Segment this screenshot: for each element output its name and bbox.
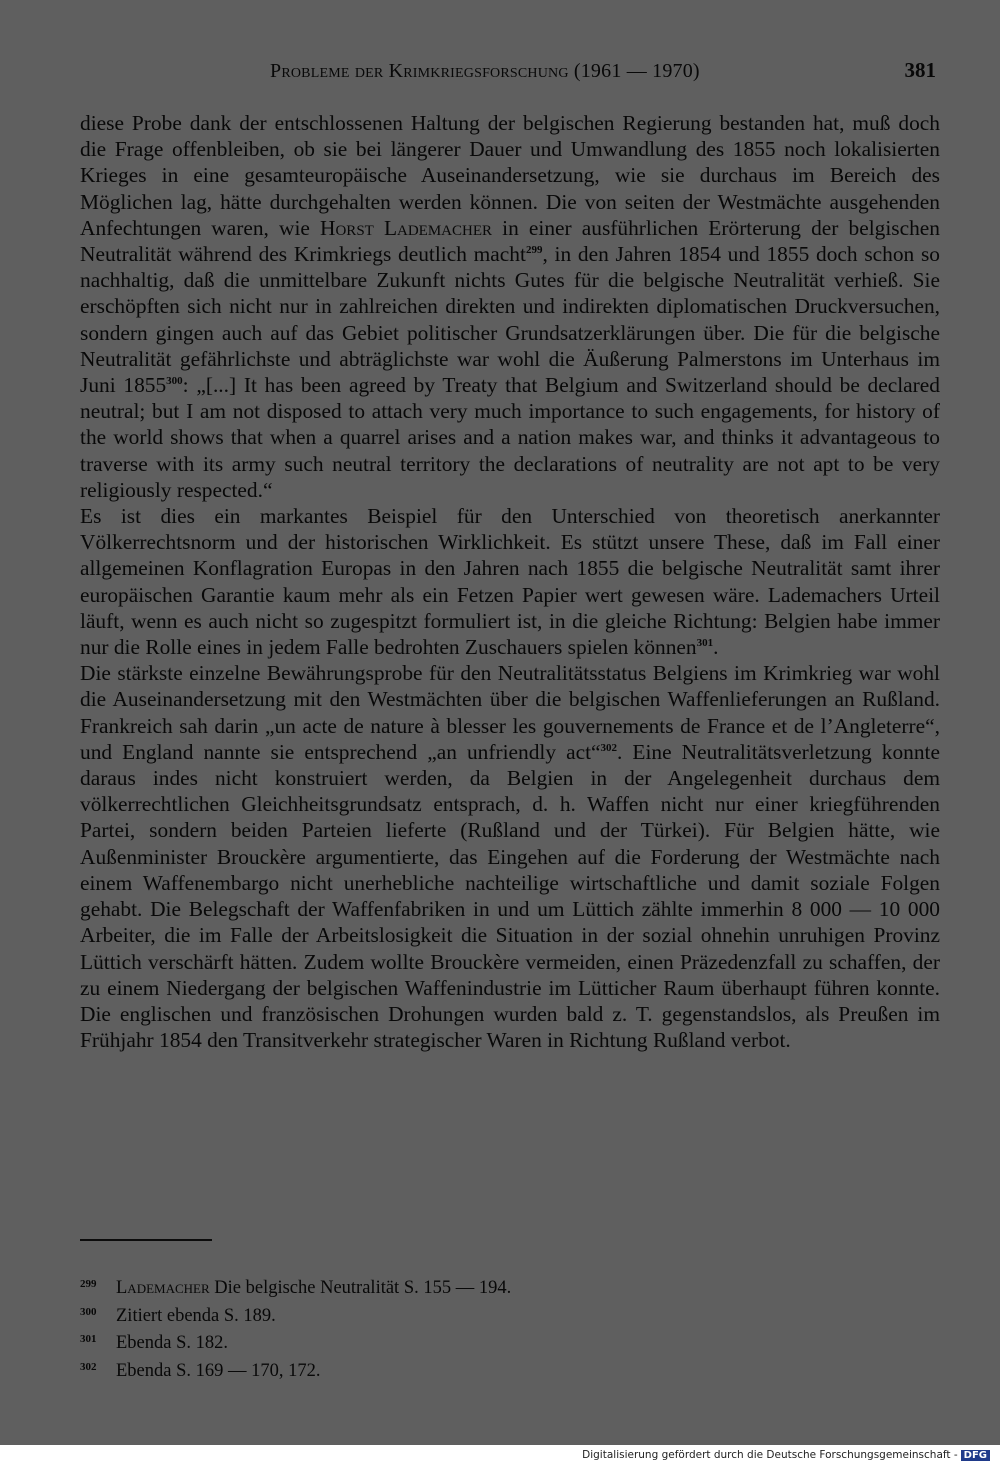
author-name: Horst Lademacher xyxy=(320,215,493,240)
footnote-number: 300 xyxy=(80,1305,97,1318)
footnote-text: Ebenda S. 182. xyxy=(116,1333,229,1353)
footnote-number: 302 xyxy=(80,1360,97,1373)
footnote-ref-302[interactable]: 302 xyxy=(600,741,618,754)
footnote-299 xyxy=(80,1273,780,1301)
digitization-footer xyxy=(582,1449,990,1461)
footnote-ref-299[interactable]: 299 xyxy=(525,244,543,257)
footnote-ref-300[interactable]: 300 xyxy=(166,375,183,388)
paragraph-1 xyxy=(80,110,940,503)
dfg-logo: DFG xyxy=(961,1450,990,1461)
paragraph-1-part-b: in einer ausführlichen Erörterung der belgischen Neutralität während des Krimkriegs deutlich macht xyxy=(80,215,940,267)
main-text xyxy=(80,110,940,1053)
footnote-text: Zitiert ebenda S. 189. xyxy=(116,1305,276,1326)
footnotes xyxy=(80,1273,780,1383)
footnote-number: 299 xyxy=(80,1278,97,1290)
paragraph-3 xyxy=(80,660,940,1053)
paragraph-1-part-d: : „[...] It has been agreed by Treaty that Belgium and Switzerland should be declared neutral; but I am not disposed to attach very much importance to such engagements, for history of the world shows that when a quarrel arises and a nation makes war, and thinks it advantageous to traverse with its army such neutral territory the declarations of neutrality are not apt to be very religiously respected.“ xyxy=(80,373,940,502)
footnote-number: 301 xyxy=(80,1333,97,1345)
footnote-302 xyxy=(80,1356,780,1384)
footnote-301 xyxy=(80,1328,780,1356)
paragraph-2 xyxy=(80,503,940,660)
paragraph-1-part-a: diese Probe dank der entschlossenen Haltung der belgischen Regierung bestanden hat, muß doch die Frage offenbleiben, ob sie bei längerer Dauer und Umwandlung des 1855 noch lokalisierten Krieges in eine gesamteuropäische Auseinandersetzung, wie sie durchaus im Bereich des Möglichen lag, hätte durchgehalten werden können. Die von seiten der Westmächte ausgehenden Anfechtungen waren, wie xyxy=(80,111,940,240)
paragraph-2-part-b: . xyxy=(713,635,719,660)
footnote-author: Lademacher xyxy=(116,1278,210,1298)
paragraph-3-part-a: Die stärkste einzelne Bewährungsprobe für den Neutralitätsstatus Belgiens im Krimkrieg war wohl die Auseinandersetzung mit den Westmächten über die belgischen Waffenlieferungen an Rußland. Frankreich sah darin „un acte de nature à blesser les gouvernements de France et de l’Angleterre“, und England nannte sie entsprechend „an unfriendly act“ xyxy=(80,661,940,764)
footnote-300 xyxy=(80,1301,780,1329)
footnote-text: Die belgische Neutralität S. 155 — 194. xyxy=(209,1278,512,1298)
paragraph-3-part-b: . Eine Neutralitätsverletzung konnte daraus indes nicht konstruiert werden, da Belgien in der Angelegenheit durchaus dem völkerrechtlichen Gleichheitsgrundsatz entsprach, d. h. Waffen nicht nur einer kriegführenden Partei, sondern beiden Parteien lieferte (Rußland und der Türkei). Für Belgien hätte, wie Außenminister Brouckère argumentierte, das Eingehen auf die Forderung der Westmächte nach einem Waffenembargo nicht unerhebliche nachteilige wirtschaftliche und damit soziale Folgen gehabt. Die Belegschaft der Waffenfabriken in und um Lüttich zählte immerhin 8 000 — 10 000 Arbeiter, die im Falle der Arbeitslosigkeit die Situation in der sozial ohnehin unruhigen Provinz Lüttich verschärft hätten. Zudem wollte Brouckère vermeiden, einen Präzedenzfall zu schaffen, der zu einem Niedergang der belgischen Waffenindustrie im Lütticher Raum überhaupt führen konnte. Die englischen und französischen Drohungen wurden bald z. T. gegenstandslos, als Preußen im Frühjahr 1854 den Transitverkehr strategischer Waren in Richtung Rußland verbot. xyxy=(80,739,940,1053)
paragraph-2-part-a: Es ist dies ein markantes Beispiel für den Unterschied von theoretisch anerkannter Völkerrechtsnorm und der historischen Wirklichkeit. Es stützt unsere These, daß im Fall einer allgemeinen Konflagration Europas in den Jahren nach 1855 die belgische Neutralität samt ihrer europäischen Garantie kaum mehr als ein Fetzen Papier wert gewesen wäre. Lademachers Urteil läuft, wenn es auch nicht so zugespitzt formuliert ist, in die gleiche Richtung: Belgien habe immer nur die Rolle eines in jedem Falle bedrohten Zuschauers spielen können xyxy=(80,504,940,660)
footnote-ref-301[interactable]: 301 xyxy=(696,637,714,650)
running-title: Probleme der Krimkriegsforschung (1961 — 1970) xyxy=(270,60,700,82)
footnote-text: Ebenda S. 169 — 170, 172. xyxy=(116,1360,321,1381)
paragraph-1-part-c: , in den Jahren 1854 und 1855 doch schon so nachhaltig, daß die unmittelbare Zukunft nichts Gutes für die belgische Neutralität verhieß. Sie erschöpften sich nicht nur in zahlreichen direkten und indirekten diplomatischen Druckversuchen, sondern gingen auch auf das Gebiet politischer Grundsatzerklärungen über. Die für die belgische Neutralität gefährlichste und abträglichste war wohl die Äußerung Palmerstons im Unterhaus im Juni 1855 xyxy=(80,242,940,398)
footer-text: Digitalisierung gefördert durch die Deutsche Forschungsgemeinschaft - xyxy=(582,1449,958,1461)
page-number: 381 xyxy=(904,58,936,82)
footnote-divider xyxy=(80,1239,212,1241)
